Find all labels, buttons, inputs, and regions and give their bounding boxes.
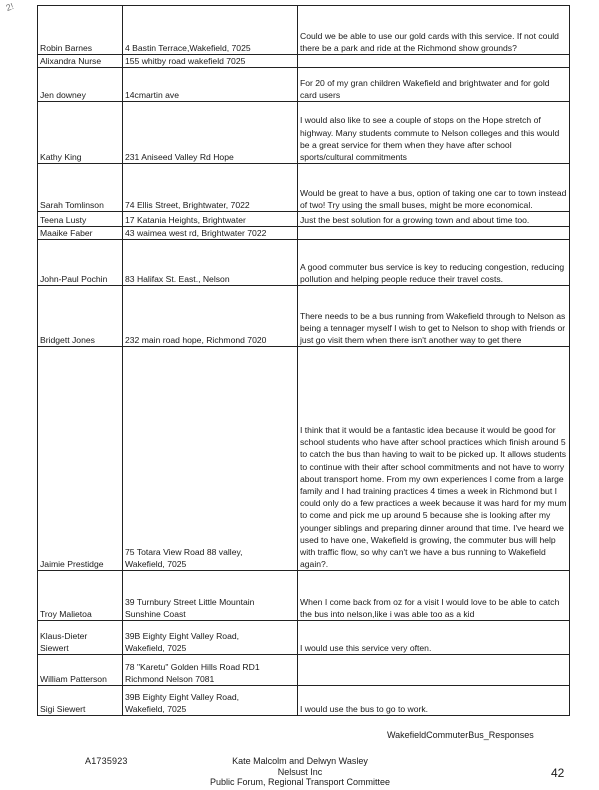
respondent-comment: I would use the bus to go to work.	[298, 686, 570, 716]
document-reference: A1735923	[85, 756, 128, 766]
footer-line: Nelsust Inc	[277, 766, 323, 777]
table-row	[38, 6, 570, 55]
respondent-address: 17 Katania Heights, Brightwater	[123, 212, 298, 227]
respondent-address: 4 Bastin Terrace,Wakefield, 7025	[123, 6, 298, 55]
respondent-comment: I think that it would be a fantastic idea because it would be good for school students who have after school practices which finish around 5 to catch the bus than having to wait to be picked up. It allows students to continue with their after school commitments and not have to worry about transport home. From my own experiences I come from a large family and I had training practices 4 times a week in Richmond but I could only do a few practices a week because it was hard for my mum to come and pick me up around 5 because she is looking after my younger siblings and preparing dinner around that time. I've heard we used to have one, Wakefield is growing, the commuter bus will help with traffic flow, so why can't we have a bus running to Wakefield again?.	[298, 347, 570, 571]
respondent-comment	[298, 55, 570, 68]
respondent-name: William Patterson	[38, 655, 123, 686]
table-row	[38, 347, 570, 571]
respondent-comment: Could we be able to use our gold cards with this service. If not could there be a park and ride at the Richmond show grounds?	[298, 6, 570, 55]
table-row	[38, 286, 570, 347]
respondent-address: 74 Ellis Street, Brightwater, 7022	[123, 164, 298, 212]
respondent-address: 78 "Karetu" Golden Hills Road RD1 Richmond Nelson 7081	[123, 655, 298, 686]
page-number: 42	[551, 766, 565, 780]
respondent-address: 14cmartin ave	[123, 68, 298, 102]
respondent-address: 232 main road hope, Richmond 7020	[123, 286, 298, 347]
respondent-name: Robin Barnes	[38, 6, 123, 55]
respondent-comment: When I come back from oz for a visit I would love to be able to catch the bus into nelson,like i was able too as a kid	[298, 571, 570, 621]
table-row	[38, 240, 570, 286]
table-row	[38, 571, 570, 621]
respondent-comment: I would also like to see a couple of stops on the Hope stretch of highway. Many students commute to Nelson colleges and this would be a great service for them when they have after school sports/cultural commitments	[298, 102, 570, 164]
respondent-name: Jaimie Prestidge	[38, 347, 123, 571]
table-row	[38, 655, 570, 686]
table-row	[38, 164, 570, 212]
respondent-name: Troy Malietoa	[38, 571, 123, 621]
respondent-address: 155 whitby road wakefield 7025	[123, 55, 298, 68]
respondent-address: 43 waimea west rd, Brightwater 7022	[123, 227, 298, 240]
table-row	[38, 227, 570, 240]
respondent-name: Bridgett Jones	[38, 286, 123, 347]
respondent-name: Jen downey	[38, 68, 123, 102]
respondent-name: Klaus-Dieter Siewert	[38, 621, 123, 655]
respondent-name: Sigi Siewert	[38, 686, 123, 716]
footer-line: Kate Malcolm and Delwyn Wasley	[232, 756, 368, 766]
respondent-address: 75 Totara View Road 88 valley, Wakefield, 7025	[123, 347, 298, 571]
respondent-address: 231 Aniseed Valley Rd Hope	[123, 102, 298, 164]
corner-mark: 2!	[4, 1, 15, 13]
respondent-address: 39 Turnbury Street Little Mountain Sunshine Coast	[123, 571, 298, 621]
table-row	[38, 68, 570, 102]
respondent-name: Sarah Tomlinson	[38, 164, 123, 212]
respondent-comment: Just the best solution for a growing town and about time too.	[298, 212, 570, 227]
respondent-comment	[298, 655, 570, 686]
respondent-comment	[298, 227, 570, 240]
footer	[200, 756, 400, 788]
table-row	[38, 102, 570, 164]
respondent-comment: I would use this service very often.	[298, 621, 570, 655]
respondent-address: 39B Eighty Eight Valley Road, Wakefield, 7025	[123, 686, 298, 716]
respondent-address: 39B Eighty Eight Valley Road, Wakefield, 7025	[123, 621, 298, 655]
respondent-comment: There needs to be a bus running from Wakefield through to Nelson as being a tennager myself I wish to get to Nelson to shop with friends or just go visit them when there isn't another way to get there	[298, 286, 570, 347]
respondent-comment: Would be great to have a bus, option of taking one car to town instead of two! Try using the small buses, might be more economical.	[298, 164, 570, 212]
respondent-name: Maaike Faber	[38, 227, 123, 240]
respondent-name: Kathy King	[38, 102, 123, 164]
table-row	[38, 212, 570, 227]
respondent-name: Teena Lusty	[38, 212, 123, 227]
table-row	[38, 621, 570, 655]
respondent-comment: For 20 of my gran children Wakefield and brightwater and for gold card users	[298, 68, 570, 102]
document-filename: WakefieldCommuterBus_Responses	[387, 730, 534, 740]
respondent-address: 83 Halifax St. East., Nelson	[123, 240, 298, 286]
table-row	[38, 55, 570, 68]
respondent-name: Alixandra Nurse	[38, 55, 123, 68]
respondent-name: John-Paul Pochin	[38, 240, 123, 286]
footer-line: Public Forum, Regional Transport Committee	[209, 777, 391, 787]
responses-table	[37, 5, 570, 716]
respondent-comment: A good commuter bus service is key to reducing congestion, reducing pollution and helping people reduce their travel costs.	[298, 240, 570, 286]
table-row	[38, 686, 570, 716]
